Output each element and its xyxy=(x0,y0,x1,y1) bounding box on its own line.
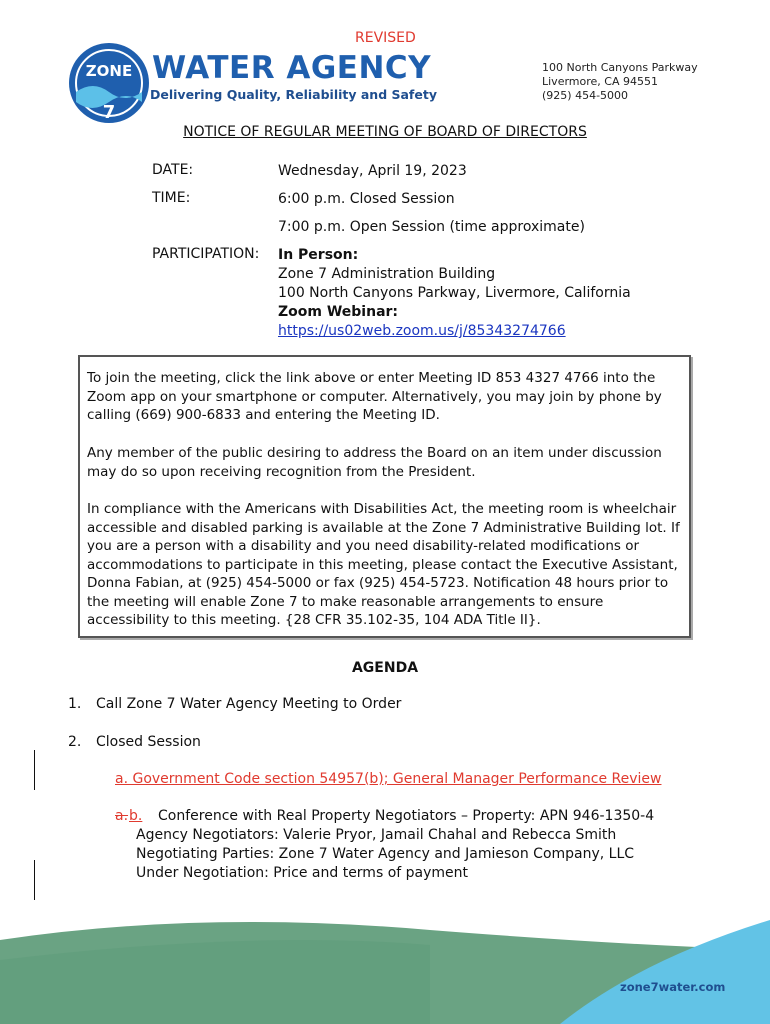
in-person-heading: In Person: xyxy=(278,247,359,263)
agenda-item2b-line3: Negotiating Parties: Zone 7 Water Agency and Jamieson Company, LLC xyxy=(136,846,635,862)
address-line1: 100 North Canyons Parkway xyxy=(542,61,698,74)
time-open-session: 7:00 p.m. Open Session (time approximate) xyxy=(278,219,585,235)
footer-url[interactable]: zone7water.com xyxy=(620,980,726,994)
agenda-item1-number: 1. xyxy=(68,696,82,712)
logo-zone-text: ZONE xyxy=(85,62,133,80)
zone7-logo xyxy=(68,42,150,124)
logo-seven-text: 7 xyxy=(102,102,116,123)
agenda-title: AGENDA xyxy=(351,660,419,676)
time-label: TIME: xyxy=(152,190,191,206)
agency-address xyxy=(542,61,698,103)
agenda-item2b-line4: Under Negotiation: Price and terms of payment xyxy=(136,865,469,881)
revision-bar xyxy=(34,750,35,790)
agenda-item2b-inserted-letter: b. xyxy=(129,808,143,824)
agenda-item2a-inserted: a. Government Code section 54957(b); General Manager Performance Review xyxy=(115,771,662,787)
building-name: Zone 7 Administration Building xyxy=(278,266,496,282)
participation-label: PARTICIPATION: xyxy=(152,246,260,262)
info-ada-paragraph: In compliance with the Americans with Disabilities Act, the meeting room is wheelchair accessible and disabled parking is available at the Zone 7 Administrative Building lot. If you are a person with a disability and you need disability-related modifications or accommodations to participate in this meeting, please contact the Executive Assistant, Donna Fabian, at (925) 454-5000 or fax (925) 454-5723. Notification 48 hours prior to the meeting will enable Zone 7 to make reasonable arrangements to ensure accessibility to this meeting. {28 CFR 35.102-35, 104 ADA Title II}. xyxy=(87,501,680,628)
footer-wave xyxy=(0,900,770,1024)
zoom-link[interactable]: https://us02web.zoom.us/j/85343274766 xyxy=(278,323,566,339)
info-join-paragraph: To join the meeting, click the link above or enter Meeting ID 853 4327 4766 into the Zoom app on your smartphone or computer. Alternatively, you may join by phone by calling (669) 900-6833 and entering the Meeting ID. xyxy=(87,370,662,423)
agenda-item2b-line2: Agency Negotiators: Valerie Pryor, Jamail Chahal and Rebecca Smith xyxy=(136,827,617,843)
info-public-comment-paragraph: Any member of the public desiring to address the Board on an item under discussion may do so upon receiving recognition from the President. xyxy=(87,445,662,480)
time-closed-session: 6:00 p.m. Closed Session xyxy=(278,191,455,207)
agency-tagline: Delivering Quality, Reliability and Safety xyxy=(150,87,437,102)
agenda-item2b-deleted-letter: a. xyxy=(115,808,129,824)
building-street: 100 North Canyons Parkway, Livermore, California xyxy=(278,285,631,301)
date-label: DATE: xyxy=(152,162,194,178)
revised-label: REVISED xyxy=(355,30,416,46)
agenda-item1: Call Zone 7 Water Agency Meeting to Order xyxy=(96,696,402,712)
agenda-item2b-line1: Conference with Real Property Negotiators – Property: APN 946-1350-4 xyxy=(158,808,655,824)
date-value: Wednesday, April 19, 2023 xyxy=(278,163,467,179)
meeting-info-box xyxy=(78,355,691,638)
address-line2: Livermore, CA 94551 xyxy=(542,75,658,88)
agenda-item2-number: 2. xyxy=(68,734,82,750)
revision-bar xyxy=(34,860,35,900)
agenda-item2: Closed Session xyxy=(96,734,201,750)
agency-name: WATER AGENCY xyxy=(152,50,432,86)
agency-phone: (925) 454-5000 xyxy=(542,89,629,102)
zoom-heading: Zoom Webinar: xyxy=(278,304,399,320)
notice-title: NOTICE OF REGULAR MEETING OF BOARD OF DIRECTORS xyxy=(183,124,587,140)
